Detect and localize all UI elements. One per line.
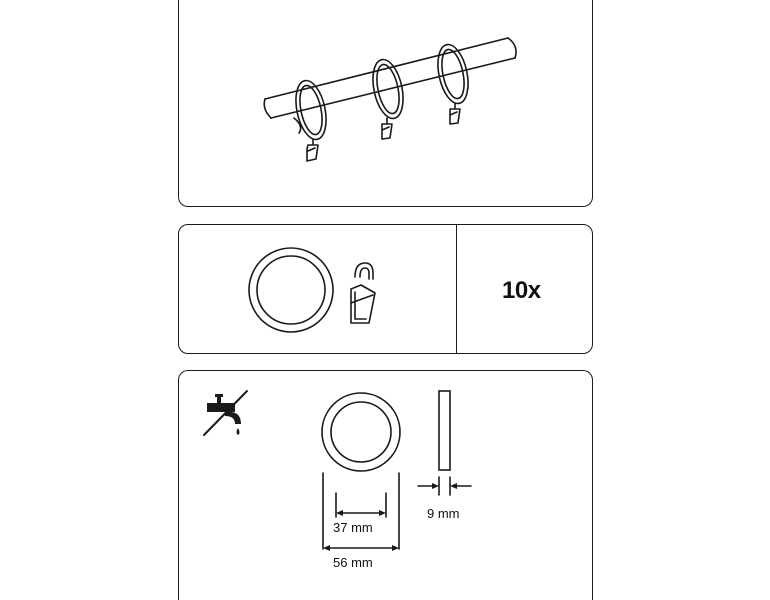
ring-icon bbox=[246, 245, 336, 335]
inner-diameter-label: 37 mm bbox=[333, 520, 373, 535]
curtain-rod-with-rings-illustration bbox=[179, 0, 594, 207]
thickness-label: 9 mm bbox=[427, 506, 460, 521]
quantity-label: 10x bbox=[502, 277, 541, 304]
package-contents-panel bbox=[178, 224, 593, 354]
ring-thickness-drawing bbox=[413, 389, 483, 499]
hook-icon bbox=[347, 259, 383, 331]
panel-divider bbox=[456, 225, 457, 353]
no-water-icon bbox=[201, 388, 253, 440]
outer-diameter-label: 56 mm bbox=[333, 555, 373, 570]
dimensions-panel bbox=[178, 370, 593, 600]
rod-illustration-panel bbox=[178, 0, 593, 207]
